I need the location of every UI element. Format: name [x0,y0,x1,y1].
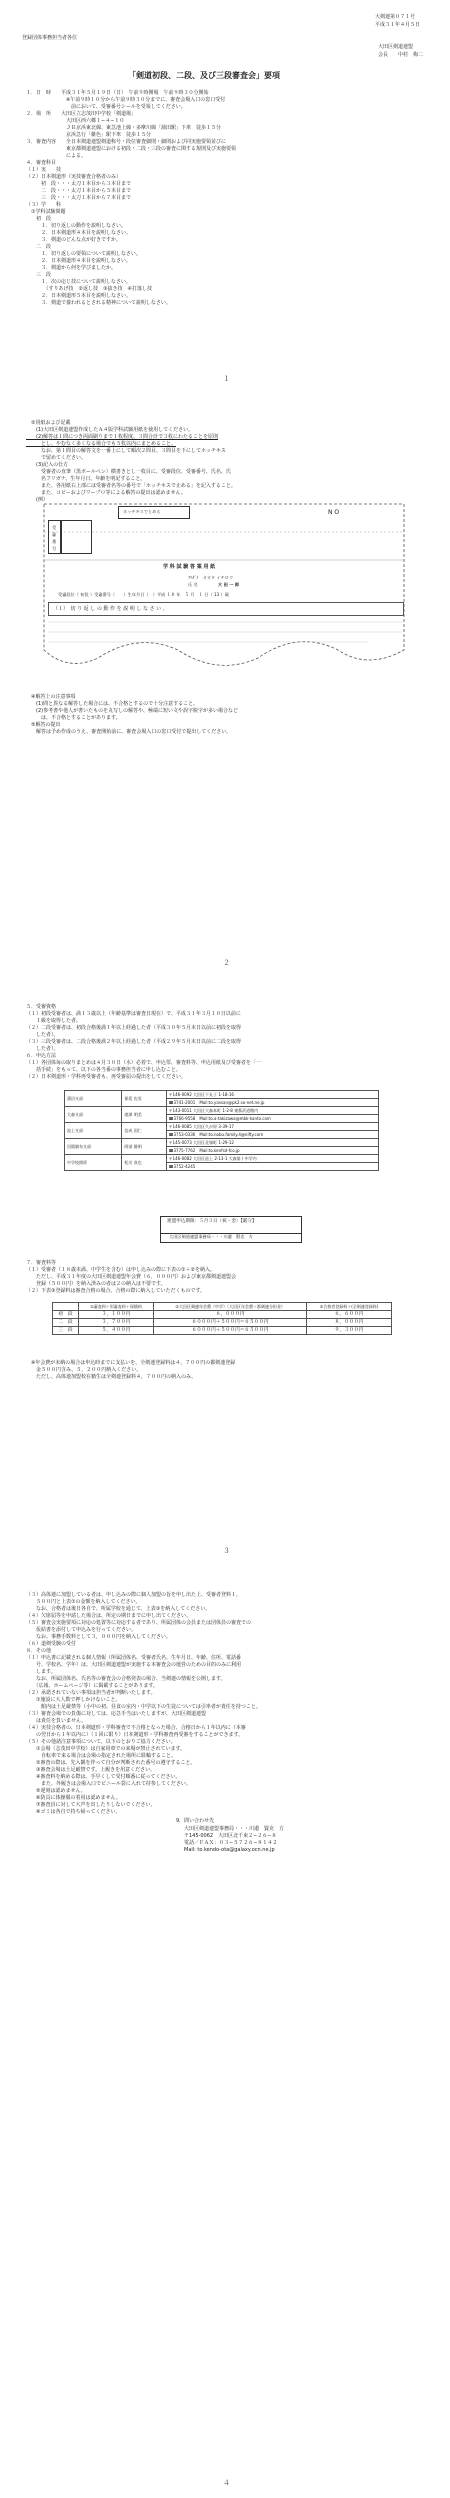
fee-notes [26,1360,235,1381]
text-line: （１）申込書に記載される個人情報（所属団体名、受審者氏名、生年月日、年齢、住所、電話番 [26,1655,242,1661]
text-line: 二 段・・・太刀１本目から５本目まで [26,188,132,194]
text-line: ６．申込方法 [26,1053,57,1059]
text-line: ＪＲ京浜東北線、東急池上線・多摩川線「蒲田駅」下車 徒歩１５分 [26,125,222,131]
text-line: ただし、高体連加盟校在籍生は全剣連登録料４，７００円の納入のみ。 [26,1374,197,1380]
fee-header-cell [53,1303,79,1311]
text-line: ８．その他 [26,1648,52,1654]
sender-name: 会長 中村 梅二 [378,52,424,58]
number-box-cell: 審 [52,532,57,537]
sheet-title: 学 科 試 験 答 案 用 紙 [163,564,216,570]
contact-row [65,1155,379,1163]
text-line: なお、所属団体名、氏名等の審査会の合格発表の場合、当剣連の情報を公開します。 [26,1676,226,1682]
text-line: 号、学校名、学年）は、大田区剣道連盟が実施する本審査会の運営のための目的のみに利用 [26,1662,242,1668]
fee-cell: 二 段 [53,1319,79,1327]
fee-cell: 三 段 [53,1327,79,1335]
fee-cell: ３，７００円 [78,1319,153,1327]
text-line: します。 [26,1669,56,1675]
answer-text: （１） 切 り 返 し の 動 作 を 説 明 し な さ い 。 [53,606,168,612]
contact-row [65,1123,379,1131]
number-box-cell: 号 [52,546,57,551]
contact-name: 松川 真也 [122,1155,166,1171]
text-line: 登録（５００円）を納入済みの者は２の納入は不要です。 [26,1281,166,1287]
furigana: ﾌﾘｶﾞﾅ オオタ イチロウ [188,575,234,580]
text-line: ①会場（志茂田中学校）は自家用車での来場が禁止されています。 [26,1746,186,1752]
name-value: 大 田 一 郎 [218,582,240,587]
text-line: （２）下表③登録料は審査合格の場合、合格の際に納入していただくものです。 [26,1288,206,1294]
fee-cell: 初 段 [53,1311,79,1319]
doc-number: 大剣連第０７１号 [375,14,416,20]
fee-row [53,1327,392,1335]
deadline-sub-box [160,1232,302,1243]
text-line: 館内は土足厳禁等（小中の初、昼食の室内・中学以下の生徒については引率者が責任を持つこと。 [26,1704,261,1710]
text-line: １．切り返しの要領について説明しなさい。 [26,251,141,257]
text-line: 大田区西六郷１−４−１０ [26,118,125,124]
text-line: 自転車で来る場合は会場の指定された場所に駐輪すること。 [26,1753,177,1759]
answer-sheet-example [38,500,410,680]
text-line: 京浜急行「雑色」駅下車 徒歩１５分 [26,132,152,138]
text-line: （２）承諾されていない事項は担当者が判断いたします。 [26,1690,156,1696]
contact-row [65,1139,379,1147]
text-line: ３．審査内容 全日本剣道連盟剣道称号・段位審査細則・細則および同実施要領並びに [26,139,227,145]
text-line: ５００円と上表①の金額を納入してください。 [26,1599,141,1605]
page-number: ４ [223,2479,230,2487]
text-line: ５．受審資格 [26,1004,57,1010]
text-line: ３．剣道のどんな点が好きですか。 [26,237,122,243]
text-line: した者）。 [26,1032,59,1038]
sender-org: 大田区剣道連盟 [378,44,414,50]
text-line: １．次の応じ技について説明しなさい。 [26,279,131,285]
text-line: ３．剣道で養われるとされる精神について説明しなさい。 [26,300,171,306]
fee-header-cell: ①審査料＋形審査料＋保険料 [78,1303,153,1311]
contact-row [65,1091,379,1099]
text-line: ⑦審査員に対して大声を出したりしないでください。 [26,1802,156,1808]
fee-cell: ６０００円＋５００円＝６５００円 [154,1319,307,1327]
fee-header-cell: ③合格者登録料＋(全剣連登録料) [307,1303,392,1311]
contact-dojo: 池上支部 [65,1123,122,1139]
text-line: （２）二段受審者は、初段合格後満１年以上経過した者（平成３０年５月末日以前に初段を取得 [26,1025,242,1031]
contact-heading: 9．問い合わせ先 [176,1818,215,1824]
text-line: (2)参考書や他人が書いたものを丸写しの解答や、極端に短い文や誤字脱字が多い場合など [26,708,238,714]
info-line: 受審段位（ 初段 ）受審番号（ ）生年月日（ ）平成 １８ 年 ５ 月 １ 日（ 13 ）歳 [58,592,229,597]
answer-sheet-instructions [26,420,236,504]
text-line: （４）欠席届等を申請した場合は、所定の期日までに申し出てください。 [26,1613,192,1619]
contact-dojo: 中学校関係 [65,1155,122,1171]
text-line: また、外履きは会場入口でビニール袋に入れて持参してください。 [26,1781,191,1787]
text-line: ①学科試験問題 [26,209,66,215]
text-line: 解答は予め作成のうえ、審査開始前に、審査会場入口の窓口受付で提出してください。 [26,729,232,735]
text-line: ３．剣道から何を学びましたか。 [26,265,117,271]
text-line: 初 段 [26,216,52,222]
contact-tel: ☎3741-2001 Mail:to.yassan@pk2.so-net.ne.jp [166,1099,378,1107]
page-number: ３ [223,1547,230,1555]
text-line: による。 [26,153,87,159]
text-line: ただし、平成３１年度の大田区剣道連盟年会費（６，０００円）および東京都剣道連盟会 [26,1274,237,1280]
text-line: 括手続」をもって、以下の各当番の事務担当者に申し込むこと。 [26,1067,181,1073]
text-line: 仮結書を添付して申込みを行ってください。 [26,1627,137,1633]
text-line: ②審査の際は、先入観を伴って自分が判断された番号の遵守すること。 [26,1760,196,1766]
text-line: なお、合格者は後日各自で、所属学校を通じて、上表③を納入してください。 [26,1606,211,1612]
number-box-value [60,520,92,554]
text-line: （１）実 技 [26,167,62,173]
text-line: 前において、受審番号シールを受領してください。 [26,104,186,110]
text-line: 二 段 [26,244,52,250]
text-line: ⑧ゴミは各自で持ち帰ってください。 [26,1809,121,1815]
text-line: なお、事務手数料として３，０００円を納入してください。 [26,1634,172,1640]
text-line: ⑥防具に体操服の着用は認めません。 [26,1795,121,1801]
text-line: （３）学 科 [26,202,62,208]
contact-tel: ☎3766-9558 Mail:to.a-takizawa@mbk-kanto.com [166,1115,378,1123]
text-line: （すりあげ技 ②返し技 ③抜き技 ④打落し技 [26,286,152,292]
contact-addr: 〒145-0073 大田区北嶺町 1-29-12 [166,1139,378,1147]
contact-name: 保坂 佐男 [122,1091,166,1107]
text-line: ⑤解答の提出 [26,722,61,728]
text-line: 三 段 [26,272,52,278]
contact-tel: ☎3775-7762 Mail:to.kenfsd-fco.jp [166,1147,378,1155]
text-line: （２）日本剣道形・学科再受審者も、再受審届の提出をしてください。 [26,1074,187,1080]
name-label: 氏 名 [188,582,198,587]
text-line: （５）その他諸注意事項について、以下のとおりご協力ください。 [26,1739,176,1745]
text-line: (1)大田区剣道連盟作成したＡ４版学科試験用紙を使用してください。 [26,427,194,433]
section-5-6 [26,1004,261,1081]
text-line: は責任を負いません。 [26,1718,87,1724]
fee-row [53,1311,392,1319]
fee-cell: ６，０００円 [154,1311,307,1319]
recipient: 登録団体事務担当者各位 [22,35,78,41]
text-line: ④解答上の注意事項 [26,694,76,700]
page-title: 「剣道初段、二段、及び三段審査会」要項 [128,71,280,80]
contact-info [184,1826,284,1854]
text-line: 初 段・・・太刀１本目から３本目まで [26,181,132,187]
fee-cell: ６，６００円 [307,1311,392,1319]
fee-cell: ９，３００円 [307,1327,392,1335]
deadline-sub-text: 大田区剣道連盟事務局・・・川邉 賢克 方 [169,1234,253,1239]
notes-and-submission [26,694,238,736]
contact-name: 阿部 勝明 [122,1139,166,1155]
doc-date: 平成３１年４月５日 [375,22,421,28]
text-line: （２）日本剣道形（実技審査合格者のみ） [26,174,122,180]
text-line: ①施設に大人数で押しかけないこと。 [26,1697,121,1703]
text-line: ④審査料を納める際は、手早くして受付順番に従ってください。 [26,1774,181,1780]
text-line: とし、やむなく多くなる場合でも５枚以内にまとめること。 [26,441,177,447]
section-1-3-4 [26,90,236,307]
text-line: （１）各団体毎の取りまとめは４月３０日（水）必着で、申込票、審査料等、申込用紙及び受審者を「一 [26,1060,261,1066]
no-label: N O [328,509,340,516]
text-line: ⑤遅刻は認めません。 [26,1788,86,1794]
text-line: なお、第１問目の解答文を一番上にして順次２問目、３問目を下にしてホッチキス [26,448,226,454]
text-line: ②用紙および記載 [26,420,71,426]
contact-table [64,1090,379,1171]
text-line: 金５００円含み、５，２００円納入ください。 [26,1367,142,1373]
text-line: また、コピーおよびワープロ等による解答の提出は認めません。 [26,490,186,496]
text-line: (例） [26,497,48,503]
contact-tel: ☎3753-0336 Mail:to.nobu.family.4@nifty.com [166,1131,378,1139]
text-line: (1)問と異なる解答した場合には、不合格とするので十分注意すること。 [26,701,199,707]
contact-name: 信成 国仁 [122,1123,166,1139]
text-line: 三 段・・・太刀１本目から７本目まで [26,195,132,201]
text-line: 〒145-0062 大田区北千束２−２６−８ [184,1833,277,1839]
fee-header-cell: ②大田区剣連年会費（中学）（大田区年会費＋都剣連分担金） [154,1303,307,1311]
text-line: ※午前９時１０分から午前９時３０分までに、審査会場入口の窓口受付 [26,97,226,103]
number-box-cell: 受 [52,525,57,530]
contact-addr: 〒143-0011 大田区大森本町 1-2-8 東都武道館内 [166,1107,378,1115]
page-number: １ [223,375,230,383]
text-line: した者）。 [26,1046,59,1052]
text-line: （３）高体連に加盟している者は、申し込みの際に個人加盟の旨を申し出た上、受審者登料１， [26,1592,242,1598]
contact-dojo: 蒲田支部 [65,1091,122,1107]
number-box-cell: 番 [52,539,57,544]
answer-lines [38,614,410,674]
fee-header-row [53,1303,392,1311]
fee-cell: ５，４００円 [78,1327,153,1335]
text-line: Mail: to.kendo-ota@galaxy.ocn.ne.jp [184,1847,275,1853]
staple-box [118,506,190,519]
contact-dojo: 田園調布支部 [65,1139,122,1155]
text-line: (2)解答は１問につき両面刷りまで１枚程度、３問合計で３枚にわたることを原則 [26,434,218,440]
text-line: ２．日本剣道形４本目を説明しなさい。 [26,258,132,264]
fee-cell: ３，１００円 [78,1311,153,1319]
fee-cell: ６０００円＋５００円＝６５００円 [154,1327,307,1335]
text-line: の翌日から１年以内に）（１回に限り）日本剣道形・学科審査再受審をすることができます。 [26,1732,244,1738]
text-line: で留めてください。 [26,455,87,461]
text-line: ４．審査科目 [26,160,57,166]
contact-row [65,1107,379,1115]
text-line: １級を取得した者。 [26,1018,82,1024]
fee-table [52,1302,392,1335]
text-line: は、不合格とすることがあります。 [26,715,121,721]
text-line: ③審査会場は土足厳禁です。上履きを用意ください。 [26,1767,156,1773]
fee-cell: ８，０００円 [307,1319,392,1327]
text-line: １．切り返しの動作を説明しなさい。 [26,223,127,229]
text-line: (3)記入の仕方 [26,462,69,468]
text-line: （１）受審者（１８歳未満、中学生を含む）は申し込みの際に下表の①＋②を納入。 [26,1267,215,1273]
text-line: （３）審査会場での負傷に対しては、応急手当はいたしますが、大田区剣道連盟 [26,1711,207,1717]
staple-label: ホッチキスでとめる [123,509,161,514]
text-line: 大田区剣道連盟事務局・・・川邉 賢克 方 [184,1826,285,1832]
text-line: （３）三段受審者は、二段合格後満２年以上経過した者（平成２９年５月末日以前に二段を取得 [26,1039,242,1045]
text-line: （６）道剣受験の受付 [26,1641,77,1647]
contact-addr: 〒146-0092 大田区下丸子 1-18-16 [166,1091,378,1099]
text-line: ２．日本剣道形４本目を説明しなさい。 [26,230,132,236]
text-line: （５）審査会実施要項に対応の処置等に対応する者であり、所属団体の会員または団体員の審査での [26,1620,252,1626]
text-line: 電話／ＦＡＸ：０３−５７２６−８１４２ [184,1840,278,1846]
text-line: ※年会費が未納の場合は申込時までに支払いを、全剣連登録料は４，７００円の都剣連登録 [26,1360,236,1366]
text-line: ２．場 所 大田区立志茂田中学校「剣道場」 [26,111,137,117]
section-8-other [26,1592,261,1816]
fee-row [53,1319,392,1327]
text-line: ７．審査料等 [26,1260,57,1266]
section-7-fees [26,1260,236,1295]
text-line: ２．日本剣道形５本目を説明しなさい。 [26,293,132,299]
text-line: 東京都剣道連盟における初段・二段・三段の審査に関する規則及び実施要領 [26,146,237,152]
contact-name: 滝澤 明美 [122,1107,166,1123]
contact-tel: ☎3752-4245 [166,1163,378,1171]
text-line: （４）実技合格者の、日本剣道形・学科審査で不合格となった場合、合格日から１年以内に（本審 [26,1725,246,1731]
text-line: １．日 時 平成３１年５月１９日（日） 午前９時開場 午前９時３０分開始 [26,90,209,96]
deadline-text: 連盟申込期限：５月３日（祝・金）【厳守】 [167,1219,257,1224]
text-line: 名フリガナ、生年月日、年齢を明記すること。 [26,476,146,482]
text-line: （広報、ホームページ等）に掲載することがあります。 [26,1683,159,1689]
page-number: ２ [223,959,230,967]
text-line: 受審者の直筆（黒ボールペン）横書きとし一枚目に、受審段位、受審番号、氏名、氏 [26,469,231,475]
text-line: （１）初段受審者は、満１３歳以上（年齢基準は審査日現在）で、平成３１年３月１０日以前に [26,1011,241,1017]
contact-addr: 〒146-0082 大田区池上 2-13-1 大森第十中学内 [166,1155,378,1163]
text-line: また、各用紙右上部には受審者名等の番号で「ホッチキスで止める」を記入すること。 [26,483,236,489]
contact-dojo: 大森支部 [65,1107,122,1123]
contact-addr: 〒146-0085 大田区久が原 3-39-17 [166,1123,378,1131]
